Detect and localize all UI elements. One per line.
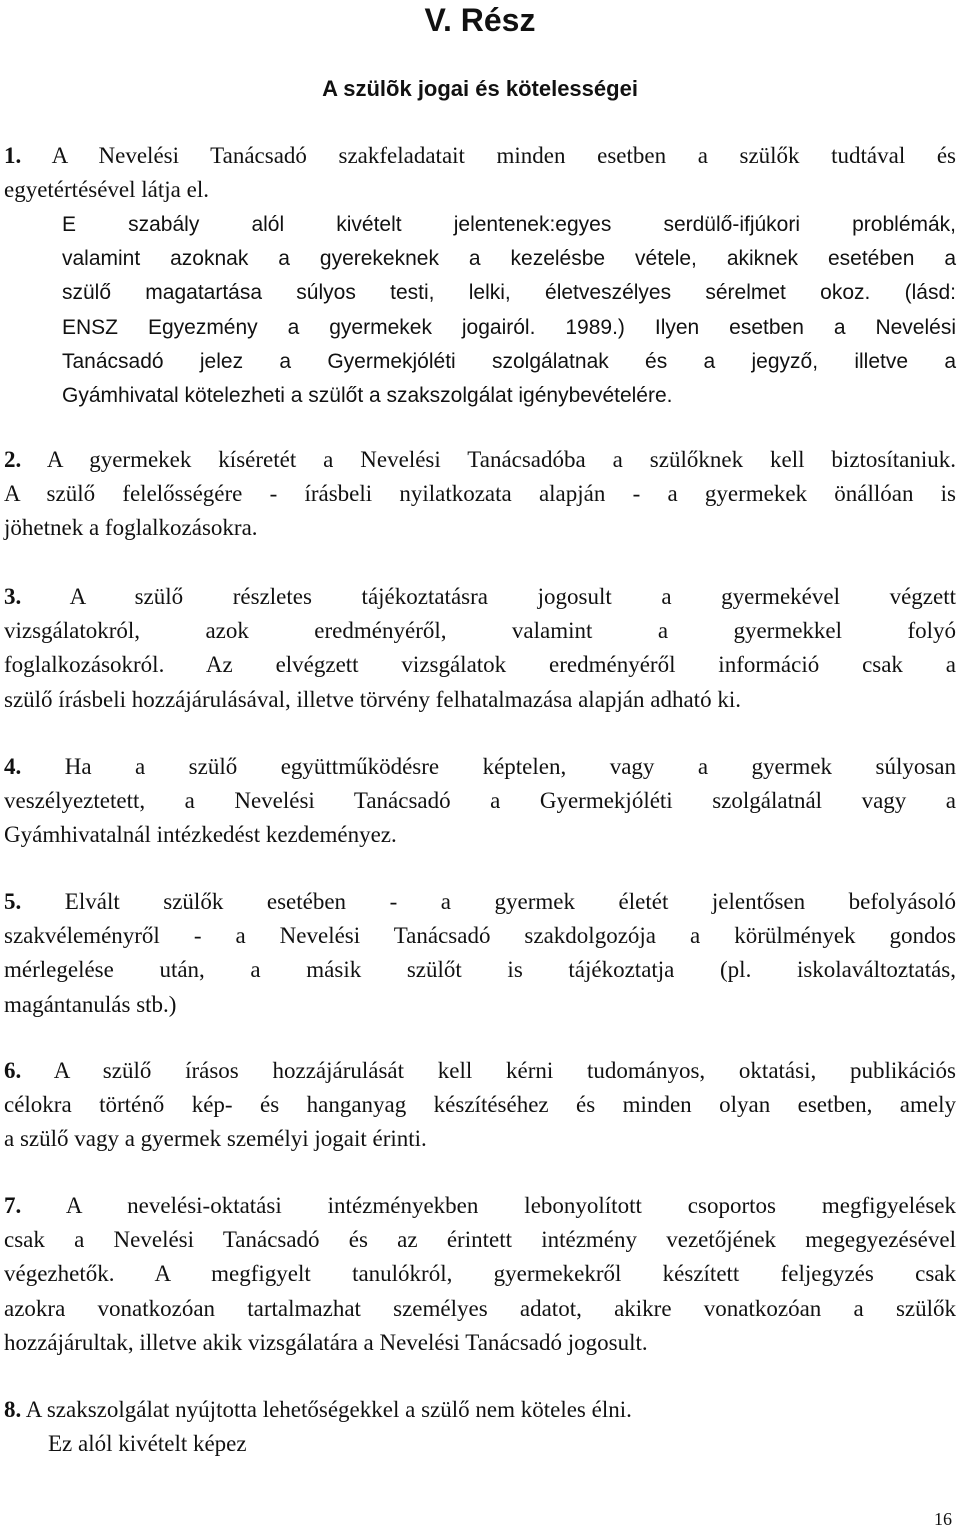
paragraph-line: jöhetnek a foglalkozásokra. — [4, 515, 258, 541]
paragraph-1-exception — [4, 208, 956, 413]
paragraph-line: 7. A nevelési-oktatási intézményekben lebonyolított csoportos megfigyelések — [4, 1193, 956, 1218]
paragraph-1 — [4, 139, 956, 207]
paragraph-line: veszélyeztetett, a Nevelési Tanácsadó a Gyermekjóléti szolgálatnál vagy a — [4, 788, 956, 814]
paragraph-line: Gyámhivatalnál intézkedést kezdeményez. — [4, 822, 397, 848]
paragraph-line: 2. A gyermekek kíséretét a Nevelési Tanácsadóba a szülőknek kell biztosítaniuk. — [4, 447, 956, 472]
section-subtitle: A szülõk jogai és kötelességei — [322, 76, 638, 101]
paragraph-number: 3. — [4, 584, 22, 609]
paragraph-line: foglalkozásokról. Az elvégzett vizsgálatok eredményéről információ csak a — [4, 652, 956, 678]
paragraph-number: 7. — [4, 1193, 22, 1218]
paragraph-8-exception — [48, 1427, 956, 1461]
paragraph-line: Ez alól kivételt képez — [48, 1431, 247, 1456]
paragraph-line: egyetértésével látja el. — [4, 177, 209, 203]
paragraph-line: Gyámhivatal kötelezheti a szülőt a szakszolgálat igénybevételére. — [62, 384, 673, 408]
paragraph-4 — [4, 750, 956, 853]
paragraph-line: vizsgálatokról, azok eredményéről, valamint a gyermekkel folyó — [4, 618, 956, 644]
paragraph-line: azokra vonatkozóan tartalmazhat személyes adatot, akikre vonatkozóan a szülők — [4, 1295, 956, 1321]
paragraph-number: 5. — [4, 889, 22, 914]
paragraph-line: ENSZ Egyezmény a gyermekek jogairól. 1989.) Ilyen esetben a Nevelési — [62, 315, 956, 339]
paragraph-line: hozzájárultak, illetve akik vizsgálatára a Nevelési Tanácsadó jogosult. — [4, 1329, 648, 1355]
paragraph-line: végezhetők. A megfigyelt tanulókról, gyermekekről készített feljegyzés csak — [4, 1261, 956, 1287]
paragraph-line: célokra történő kép- és hanganyag készítéséhez és minden olyan esetben, amely — [4, 1092, 956, 1118]
paragraph-line: magántanulás stb.) — [4, 991, 177, 1017]
paragraph-line: a szülő vagy a gyermek személyi jogait érinti. — [4, 1126, 427, 1152]
document-page — [4, 0, 956, 1533]
paragraph-2 — [4, 443, 956, 546]
paragraph-line: 1. A Nevelési Tanácsadó szakfeladatait minden esetben a szülők tudtával és — [4, 143, 956, 168]
paragraph-line: szakvéleményről - a Nevelési Tanácsadó szakdolgozója a körülmények gondos — [4, 923, 956, 949]
paragraph-line: szülő írásbeli hozzájárulásával, illetve törvény felhatalmazása alapján adható ki. — [4, 686, 741, 712]
paragraph-line: A szülő felelősségére - írásbeli nyilatkozata alapján - a gyermekek önállóan is — [4, 481, 956, 507]
paragraph-line: 6. A szülő írásos hozzájárulását kell kérni tudományos, oktatási, publikációs — [4, 1058, 956, 1083]
paragraph-3 — [4, 580, 956, 717]
paragraph-7 — [4, 1189, 956, 1360]
page-number: 16 — [934, 1509, 952, 1529]
paragraph-number: 6. — [4, 1058, 22, 1083]
paragraph-8 — [4, 1393, 956, 1427]
paragraph-number: 4. — [4, 754, 22, 779]
paragraph-line: E szabály alól kivételt jelentenek:egyes serdülő-ifjúkori problémák, — [62, 213, 956, 236]
paragraph-line: 8. A szakszolgálat nyújtotta lehetőségekkel a szülő nem köteles élni. — [4, 1397, 632, 1422]
paragraph-number: 1. — [4, 143, 22, 168]
paragraph-number: 8. — [4, 1397, 22, 1422]
paragraph-line: 5. Elvált szülők esetében - a gyermek életét jelentősen befolyásoló — [4, 889, 956, 914]
paragraph-line: valamint azoknak a gyerekeknek a kezelésbe vétele, akiknek esetében a — [62, 247, 956, 271]
paragraph-number: 2. — [4, 447, 22, 472]
paragraph-line: mérlegelése után, a másik szülőt is tájékoztatja (pl. iskolaváltoztatás, — [4, 957, 956, 983]
paragraph-6 — [4, 1054, 956, 1157]
paragraph-line: 3. A szülő részletes tájékoztatásra jogosult a gyermekével végzett — [4, 584, 956, 609]
paragraph-line: Tanácsadó jelez a Gyermekjóléti szolgálatnak és a jegyző, illetve a — [62, 349, 956, 373]
paragraph-5 — [4, 885, 956, 1022]
paragraph-line: szülő magatartása súlyos testi, lelki, életveszélyes sérelmet okoz. (lásd: — [62, 281, 956, 305]
paragraph-line: 4. Ha a szülő együttműködésre képtelen, vagy a gyermek súlyosan — [4, 754, 956, 779]
part-title: V. Rész — [424, 2, 536, 38]
paragraph-line: csak a Nevelési Tanácsadó és az érintett intézmény vezetőjének megegyezésével — [4, 1227, 956, 1253]
